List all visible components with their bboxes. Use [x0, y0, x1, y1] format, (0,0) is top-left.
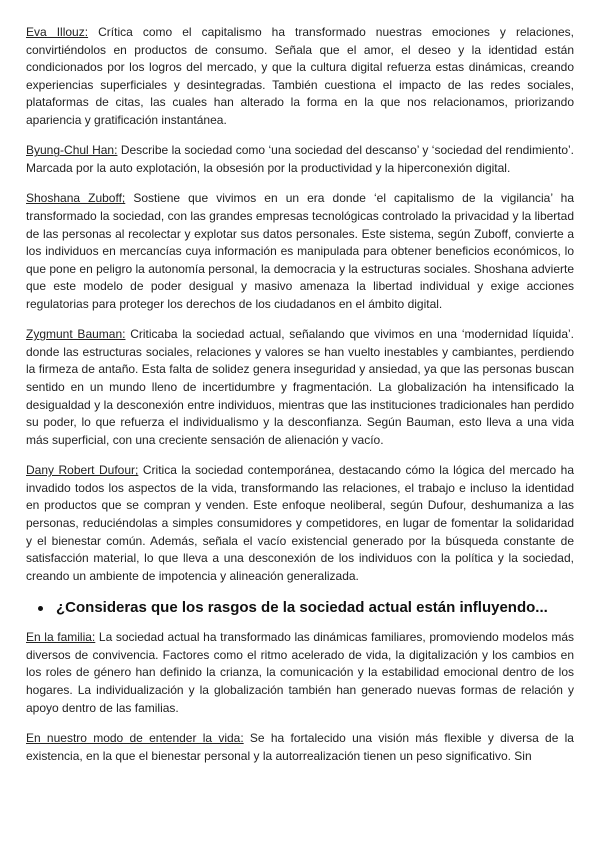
author-description: Critica la sociedad contemporánea, destacando cómo la lógica del mercado ha invadido todos los aspectos de la vida, transformando las relaciones, el trabajo e incluso la identidad en productos que se compran y venden. Este enfoque neoliberal, según Dufour, deshumaniza a las personas, reduciéndolas a simples consumidores y competidores, en lugar de fomentar la solidaridad y el bienestar común. Además, señala el vacío existencial generado por la búsqueda constante de satisfacción material, lo que lleva a una desconexión de los individuos con la política y la sociedad, creando un ambiente de impotencia y alineación generalizada. — [26, 463, 574, 583]
author-paragraph-han — [26, 142, 574, 177]
author-name: Eva Illouz: — [26, 25, 89, 39]
author-name: Zygmunt Bauman: — [26, 327, 126, 342]
author-description: Describe la sociedad como ‘una sociedad del descanso’ y ‘sociedad del rendimiento’. Marcada por la auto explotación, la obsesión por la productividad y la hiperconexión digital. — [26, 143, 574, 175]
answer-paragraph-life — [26, 730, 574, 765]
author-description: Crítica como el capitalismo ha transformado nuestras emociones y relaciones, convirtiéndolos en productos de consumo. Señala que el amor, el deseo y la identidad están condicionados por los logros del mercado, y que la cultura digital refuerza estas dinámicas, creando experiencias superficiales y desintegradas. También cuestiona el impacto de las redes sociales, plataformas de citas, las cuales han alterado la forma en la que nos relacionamos, priorizando apariencia y gratificación instantánea. — [26, 25, 575, 127]
answer-text: Se ha fortalecido una visión más flexible y diversa de la existencia, en la que el bienestar personal y la autorrealización tienen un peso significativo. Sin — [26, 730, 574, 763]
author-paragraph-dufour — [26, 462, 574, 585]
question-text: ¿Consideras que los rasgos de la sociedad actual están influyendo... — [56, 599, 548, 617]
author-description: Criticaba la sociedad actual, señalando que vivimos en una ‘modernidad líquida’. donde las estructuras sociales, relaciones y valores se han vuelto inestables y cambiantes, perdiendo la firmeza de antaño. Esta falta de solidez genera inseguridad y ansiedad, ya que las personas buscan sentido en un mundo lleno de incertidumbre y fragmentación. La globalización ha intensificado la desigualdad y la desconexión entre individuos, mientras que las instituciones tradicionales han perdido su poder, lo que refuerza el individualismo y la desconfianza. Según Bauman, esto lleva a una vida más superficial, con una creciente sensación de alienación y vacío. — [26, 327, 574, 447]
author-paragraph-bauman — [26, 326, 574, 449]
answer-label: En la familia: — [26, 630, 96, 645]
author-name: Byung-Chul Han: — [26, 143, 118, 158]
author-name: Dany Robert Dufour; — [26, 463, 139, 478]
answer-paragraph-family — [26, 629, 574, 717]
answer-label: En nuestro modo de entender la vida: — [26, 730, 244, 745]
author-description: Sostiene que vivimos en un era donde ‘el capitalismo de la vigilancia’ ha transformado la sociedad, con las grandes empresas tecnológicas controlado la privacidad y la libertad de las personas al recolectar y explotar sus datos personales. Este sistema, según Zuboff, convierte a los individuos en mercancías cuya información es manipulada para obtener beneficios económicos, lo que pone en peligro la autonomía personal, la democracia y la estructuras sociales. Shoshana advierte que este modelo de poder desigual y masivo amenaza la libertad individual y exige acciones regulatorias para proteger los derechos de los ciudadanos en el ámbito digital. — [26, 191, 574, 311]
answer-text: La sociedad actual ha transformado las dinámicas familiares, promoviendo modelos más diversos de convivencia. Factores como el ritmo acelerado de vida, la digitalización y los cambios en los roles de género han definido la crianza, la comunicación y la estabilidad emocional dentro de los hogares. La individualización y la globalización también han generado nuevas formas de relación y apoyo dentro de las familias. — [26, 630, 574, 715]
question-heading — [26, 598, 574, 618]
author-name: Shoshana Zuboff; — [26, 191, 126, 206]
author-paragraph-zuboff — [26, 190, 574, 313]
author-paragraph-illouz — [26, 24, 574, 130]
bullet-icon — [38, 606, 43, 611]
